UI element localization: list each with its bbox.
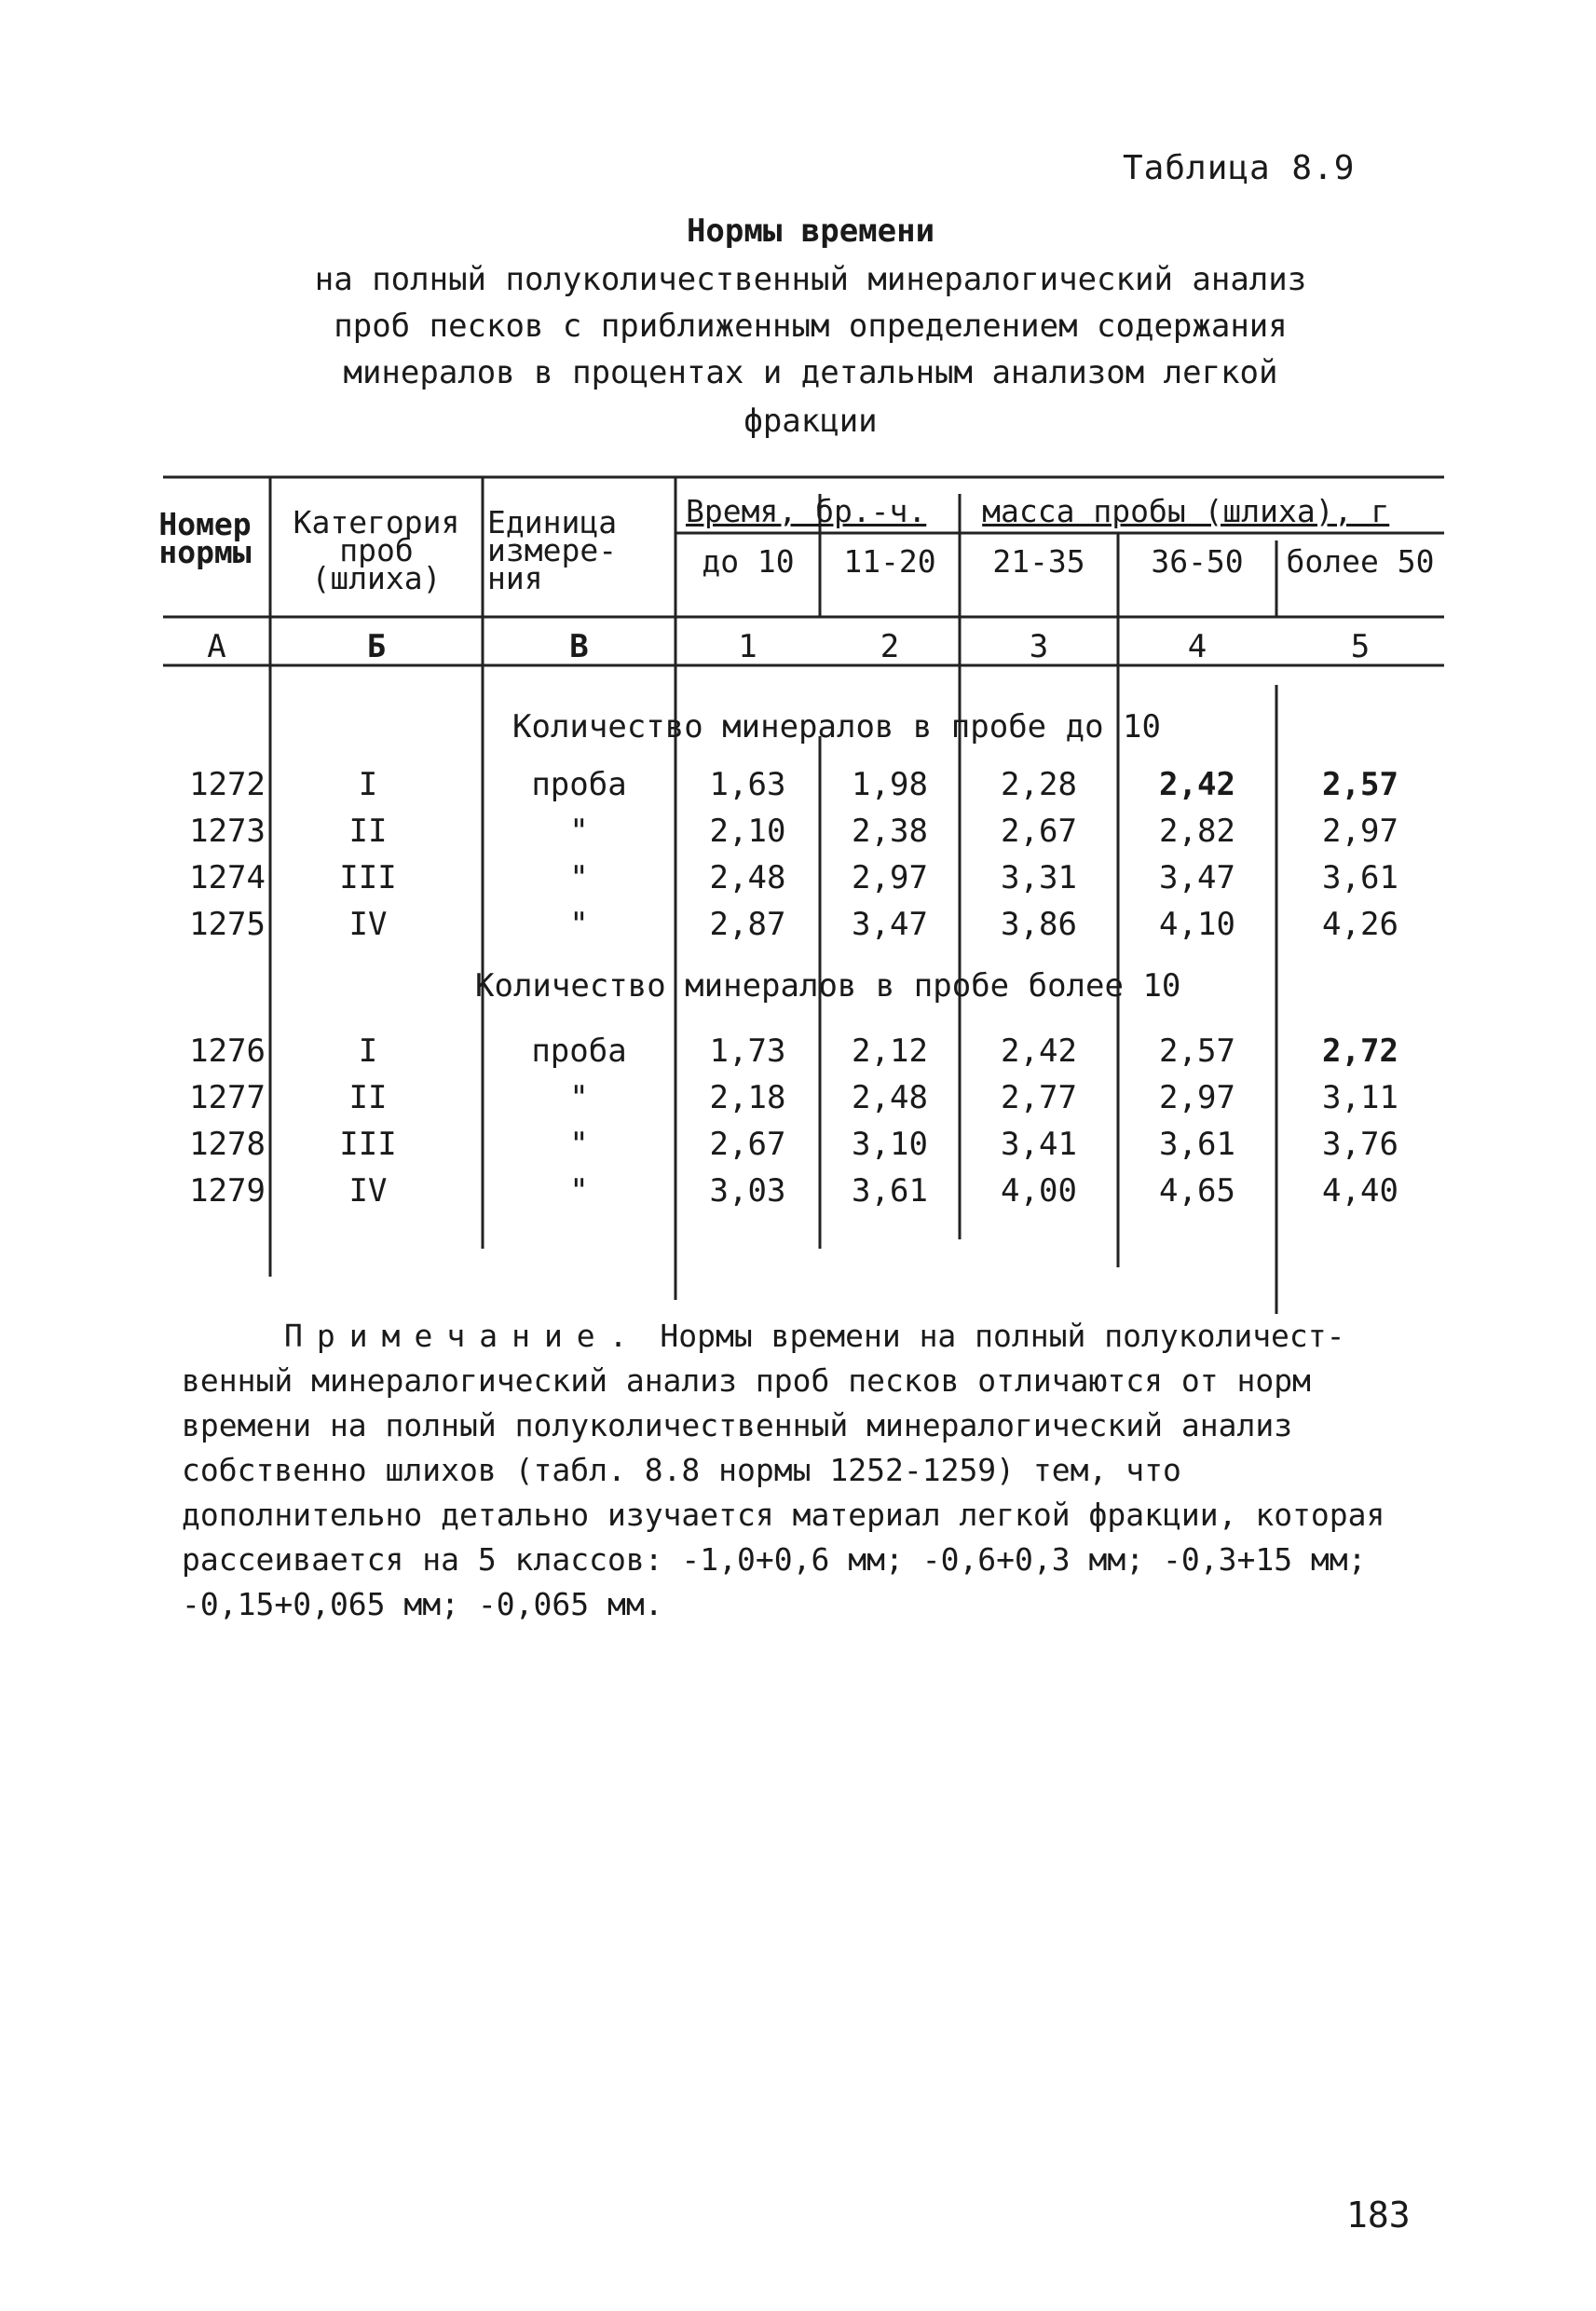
value-cell: 3,61 xyxy=(1322,859,1398,896)
value-cell: 2,77 xyxy=(1001,1079,1077,1116)
value-cell: 3,76 xyxy=(1322,1126,1398,1163)
header-mass-span: масса пробы (шлиха), г xyxy=(982,493,1390,529)
value-cell: 2,42 xyxy=(1159,766,1235,803)
category: III xyxy=(339,1126,397,1163)
category: IV xyxy=(348,906,388,943)
header-mass-range: 36-50 xyxy=(1151,543,1244,580)
unit: " xyxy=(569,1172,589,1210)
value-cell: 4,00 xyxy=(1001,1172,1077,1210)
note-first-line xyxy=(182,1314,1439,1359)
header-time-span: Время, бр.-ч. xyxy=(686,493,927,529)
header-norm-number: Номер нормы xyxy=(158,506,252,570)
norm-number: 1278 xyxy=(189,1126,266,1163)
note-title: Примечание. xyxy=(284,1318,642,1354)
category: III xyxy=(339,859,397,896)
norm-number: 1276 xyxy=(189,1032,266,1070)
value-cell: 2,18 xyxy=(709,1079,786,1116)
value-cell: 2,57 xyxy=(1159,1032,1235,1070)
column-code: 4 xyxy=(1187,628,1207,665)
value-cell: 3,11 xyxy=(1322,1079,1398,1116)
section-caption: Количество минералов в пробе более 10 xyxy=(475,967,1181,1005)
norm-number: 1279 xyxy=(189,1172,266,1210)
value-cell: 1,63 xyxy=(709,766,786,803)
note-text: венный минералогический анализ проб песков отличаются от норм времени на полный полуколичественный минералогический анализ собственно шлихов (табл. 8.8 нормы 1252-1259) тем, что дополнительно детально изучается материал легкой фракции, которая рассеивается на 5 классов: -1,0+0,6 мм; -0,6+0,3 мм; -0,3+15 мм; -0,15+0,065 мм; -0,065 мм. xyxy=(182,1362,1385,1622)
value-cell: 2,10 xyxy=(709,813,786,850)
value-cell: 2,28 xyxy=(1001,766,1077,803)
unit: " xyxy=(569,859,589,896)
unit: " xyxy=(569,813,589,850)
header-time-mass xyxy=(678,493,1450,529)
value-cell: 2,48 xyxy=(709,859,786,896)
column-code: Б xyxy=(366,628,387,665)
value-cell: 2,67 xyxy=(1001,813,1077,850)
value-cell: 3,47 xyxy=(852,906,928,943)
value-cell: 3,86 xyxy=(1001,906,1077,943)
category: II xyxy=(348,1079,388,1116)
header-unit: Единица измере- ния xyxy=(487,504,618,596)
note xyxy=(182,1314,1439,1627)
header-mass-range: до 10 xyxy=(702,543,795,580)
value-cell: 1,73 xyxy=(709,1032,786,1070)
value-cell: 4,10 xyxy=(1159,906,1235,943)
value-cell: 2,72 xyxy=(1322,1032,1398,1070)
column-code: А xyxy=(207,628,226,665)
unit: проба xyxy=(531,766,627,803)
value-cell: 2,48 xyxy=(852,1079,928,1116)
header-mass-range: 21-35 xyxy=(992,543,1085,580)
table-title: Нормы времени xyxy=(686,212,935,250)
value-cell: 2,97 xyxy=(1159,1079,1235,1116)
category: I xyxy=(358,1032,378,1070)
value-cell: 2,57 xyxy=(1322,766,1398,803)
page-number: 183 xyxy=(1346,2195,1411,2236)
value-cell: 4,65 xyxy=(1159,1172,1235,1210)
value-cell: 2,87 xyxy=(709,906,786,943)
value-cell: 3,61 xyxy=(852,1172,928,1210)
category: I xyxy=(358,766,378,803)
header-mass-range: 11-20 xyxy=(843,543,936,580)
value-cell: 3,61 xyxy=(1159,1126,1235,1163)
category: II xyxy=(348,813,388,850)
table-title-line: минералов в процентах и детальным анализом легкой xyxy=(343,354,1278,391)
column-code: 2 xyxy=(880,628,900,665)
value-cell: 4,26 xyxy=(1322,906,1398,943)
unit: проба xyxy=(531,1032,627,1070)
header-mass-range: более 50 xyxy=(1286,543,1435,580)
value-cell: 2,67 xyxy=(709,1126,786,1163)
norm-number: 1273 xyxy=(189,813,266,850)
norm-number: 1272 xyxy=(189,766,266,803)
note-text-start: Нормы времени на полный полуколичест- xyxy=(660,1318,1345,1354)
value-cell: 4,40 xyxy=(1322,1172,1398,1210)
norm-number: 1275 xyxy=(189,906,266,943)
unit: " xyxy=(569,906,589,943)
value-cell: 2,42 xyxy=(1001,1032,1077,1070)
value-cell: 3,31 xyxy=(1001,859,1077,896)
value-cell: 3,47 xyxy=(1159,859,1235,896)
value-cell: 2,38 xyxy=(852,813,928,850)
unit: " xyxy=(569,1126,589,1163)
value-cell: 2,97 xyxy=(1322,813,1398,850)
value-cell: 3,10 xyxy=(852,1126,928,1163)
column-code: 5 xyxy=(1350,628,1371,665)
column-code: В xyxy=(569,628,589,665)
value-cell: 1,98 xyxy=(852,766,928,803)
value-cell: 3,03 xyxy=(709,1172,786,1210)
value-cell: 2,12 xyxy=(852,1032,928,1070)
value-cell: 3,41 xyxy=(1001,1126,1077,1163)
unit: " xyxy=(569,1079,589,1116)
value-cell: 2,97 xyxy=(852,859,928,896)
table-title-line: проб песков с приближенным определением содержания xyxy=(334,308,1288,345)
category: IV xyxy=(348,1172,388,1210)
norm-number: 1277 xyxy=(189,1079,266,1116)
norm-number: 1274 xyxy=(189,859,266,896)
column-code: 1 xyxy=(738,628,757,665)
table-title-line: на полный полуколичественный минералогический анализ xyxy=(314,261,1307,298)
table-title-line: фракции xyxy=(743,403,878,440)
value-cell: 2,82 xyxy=(1159,813,1235,850)
header-category: Категория проб (шлиха) xyxy=(293,504,460,596)
table-label: Таблица 8.9 xyxy=(1123,149,1356,187)
section-caption: Количество минералов в пробе до 10 xyxy=(512,708,1161,745)
column-code: 3 xyxy=(1029,628,1049,665)
